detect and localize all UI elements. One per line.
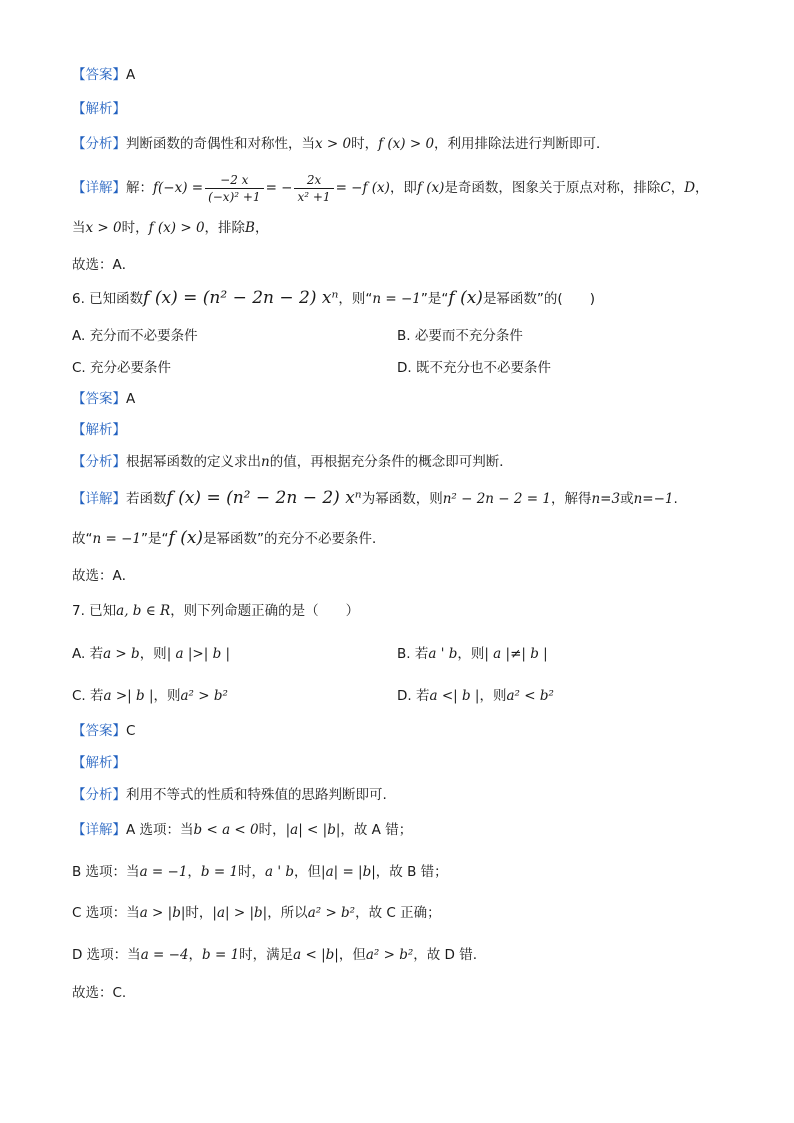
q6-detail-line [72,488,678,509]
detail-text: 解： [126,180,153,196]
math-expr: = − [265,180,293,196]
math-expr: | a |≠| b | [484,646,548,662]
q6-option-c: C. 充分必要条件 [72,360,172,376]
option-text: ，则 [457,646,485,662]
detail-tag: 【详解】 [72,180,126,196]
option-label: A. 若 [72,646,104,662]
stem-text: 7. 已知 [72,603,117,619]
math-expr: |a| > |b| [212,905,268,921]
detail-text: ，解得 [550,491,592,507]
detail-text: ，所以 [267,905,308,921]
answer-value: A [126,391,136,407]
math-expr: a < |b| [293,947,339,963]
math-expr: f (x) > 0 [378,136,435,152]
q7-answer-line [72,721,135,741]
detail-text: 故“ [72,531,93,547]
separator: ， [254,220,269,236]
q7-detail-a [72,820,412,840]
math-expr: f(−x) = [153,180,204,196]
q7-option-b [397,644,548,664]
q6-conclusion: 故选：A． [72,568,136,584]
fenxi-text: 的值，再根据充分条件的概念即可判断． [269,454,513,470]
math-expr: f (x) > 0 [148,220,205,236]
fenxi-text: ，利用排除法进行判断即可． [434,136,610,152]
detail-text: 是幂函数”的充分不必要条件． [203,531,386,547]
option-text: ，则 [479,688,507,704]
math-expr: b < a < 0 [193,822,259,838]
math-expr: | a |>| b | [166,646,231,662]
fenxi-text: 利用不等式的性质和特殊值的思路判断即可. [126,787,387,803]
q7-detail-b [72,862,448,882]
detail-text: 时，满足 [239,947,294,963]
separator: ， [187,864,201,880]
math-expr: n² − 2n − 2 = 1 [442,491,551,507]
q7-option-d [397,686,554,706]
q7-option-a [72,644,230,664]
math-expr: B [245,220,255,236]
detail-text: 为幂函数，则 [361,491,443,507]
math-expr: f (x) [168,528,204,548]
math-expr: a² > b² [307,905,356,921]
math-expr: a <| b | [429,688,480,704]
fraction-numerator: −2 x [205,172,264,189]
fraction-numerator: 2x [294,172,333,189]
stem-text: ，则“ [338,291,373,307]
math-expr: a² > b² [365,947,414,963]
detail-text: C 选项：当 [72,905,140,921]
fraction [294,172,333,205]
answer-value: C [126,723,136,739]
stem-text: ”是“ [420,291,449,307]
q6-answer-line [72,389,135,409]
math-expr: |a| < |b| [285,822,341,838]
stem-text: ，则下列命题正确的是（ ） [170,603,360,619]
detail-text: A 选项：当 [126,822,194,838]
q5-conclusion: 故选：A． [72,257,136,273]
q7-stem [72,601,359,621]
fenxi-text: 判断函数的奇偶性和对称性，当 [126,136,315,152]
fenxi-tag: 【分析】 [72,454,126,470]
math-expr: a, b ∈ R [116,603,171,619]
fraction-denominator: (−x)² +1 [208,189,261,204]
math-expr: a ' b [428,646,458,662]
separator: . [673,491,678,507]
q7-analysis-heading [72,753,126,773]
separator: ， [695,180,709,196]
stem-text: 是幂函数”的( ) [482,291,595,307]
q6-analysis-heading [72,420,126,440]
q7-detail-d [72,945,477,965]
math-expr: a > b [103,646,140,662]
fraction [205,172,264,205]
math-expr: x > 0 [315,136,352,152]
q5-detail-line-2 [72,218,268,238]
detail-text: 当 [72,220,86,236]
q6-detail-line-2 [72,528,386,549]
detail-text: ”是“ [141,531,169,547]
option-label: B. 若 [397,646,429,662]
answer-tag: 【答案】 [72,67,126,83]
math-expr: f (x) = (n² − 2n − 2) xⁿ [143,288,339,308]
analysis-tag: 【解析】 [72,422,126,438]
q7-detail-c [72,903,441,923]
math-expr: f (x) [448,288,483,308]
detail-text: 时， [258,822,286,838]
detail-tag: 【详解】 [72,491,126,507]
math-expr: f (x) = (n² − 2n − 2) xⁿ [166,488,362,508]
fenxi-tag: 【分析】 [72,136,126,152]
math-expr: a² > b² [180,688,228,704]
math-expr: a > |b| [139,905,186,921]
q7-conclusion: 故选：C. [72,985,127,1001]
math-expr: a = −1 [139,864,188,880]
separator: ， [670,180,685,196]
detail-text: ，但 [294,864,322,880]
q5-fenxi-line [72,134,610,154]
math-expr: b = 1 [202,947,240,963]
q7-option-c [72,686,228,706]
fenxi-text: 根据幂函数的定义求出 [126,454,261,470]
math-expr: n = −1 [372,291,421,307]
answer-tag: 【答案】 [72,723,126,739]
q5-answer-line [72,65,135,85]
detail-text: 或 [620,491,634,507]
detail-text: 若函数 [126,491,167,507]
answer-tag: 【答案】 [72,391,126,407]
fenxi-text: 时， [351,136,379,152]
answer-value: A [126,67,136,83]
stem-text: 6. 已知函数 [72,291,144,307]
detail-text: ，故 A 错； [340,822,413,838]
math-expr: n [261,454,270,470]
q7-fenxi-line [72,785,387,805]
q5-detail-line [72,168,709,208]
option-label: C. 若 [72,688,104,704]
detail-text: B 选项：当 [72,864,140,880]
math-expr: b = 1 [200,864,239,880]
math-expr: a = −4 [140,947,189,963]
detail-tag: 【详解】 [72,822,126,838]
detail-text: ，排除 [204,220,246,236]
math-expr: C [660,180,671,196]
math-expr: a ' b [265,864,295,880]
detail-text: ，即 [389,180,417,196]
math-expr: n = −1 [92,531,141,547]
q5-analysis-heading [72,99,126,119]
math-expr: f (x) [416,180,445,196]
detail-text: ，故 B 错； [375,864,448,880]
math-expr: a² < b² [506,688,554,704]
separator: ， [188,947,203,963]
fraction-denominator: x² +1 [297,189,331,204]
math-expr: x > 0 [85,220,122,236]
detail-text: ，故 C 正确； [355,905,441,921]
q6-stem [72,288,595,309]
analysis-tag: 【解析】 [72,101,126,117]
q6-option-b: B. 必要而不充分条件 [397,328,523,344]
detail-text: 时， [185,905,213,921]
q6-option-d: D. 既不充分也不必要条件 [397,360,551,376]
option-label: D. 若 [397,688,430,704]
q6-option-a: A. 充分而不必要条件 [72,328,198,344]
math-expr: a >| b | [103,688,154,704]
math-expr: |a| = |b| [321,864,376,880]
detail-text: ，但 [338,947,366,963]
detail-text: 是奇函数，图象关于原点对称，排除 [444,180,661,196]
math-expr: n=−1 [633,491,674,507]
fenxi-tag: 【分析】 [72,787,126,803]
q6-fenxi-line [72,452,513,472]
math-expr: n=3 [591,491,621,507]
math-expr: = −f (x) [335,180,390,196]
detail-text: 时， [238,864,266,880]
option-text: ，则 [153,688,181,704]
detail-text: ，故 D 错. [413,947,478,963]
math-expr: D [684,180,696,196]
analysis-tag: 【解析】 [72,755,126,771]
detail-text: D 选项：当 [72,947,141,963]
option-text: ，则 [139,646,167,662]
detail-text: 时， [121,220,149,236]
